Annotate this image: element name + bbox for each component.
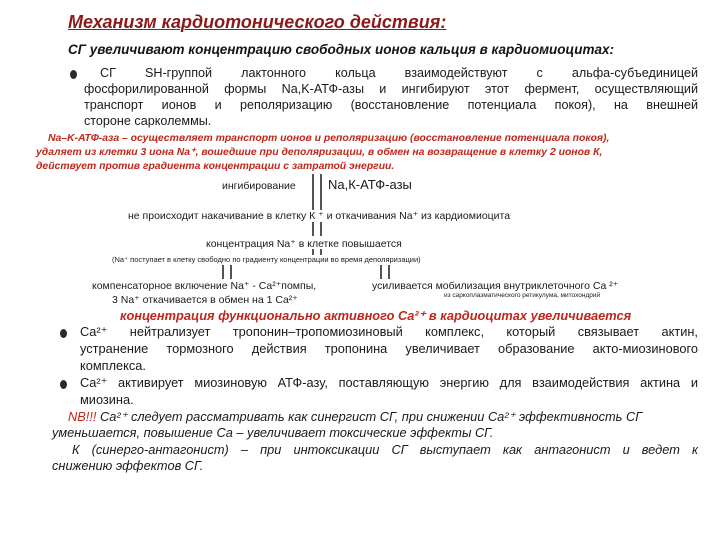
flow-step2: не происходит накачивание в клетку К ⁺ и откачивания Na⁺ из кардиомиоцита xyxy=(128,210,511,222)
nb-line-2: уменьшается, повышение Ca – увеличивает токсические эффекты СГ. xyxy=(52,425,494,440)
para1-line: стороне сарколеммы. xyxy=(84,114,212,128)
bullet-dot xyxy=(60,329,67,338)
flow-arrow xyxy=(222,265,232,279)
flow-arrow xyxy=(312,174,322,200)
para1-line: фосфорилированной формы Na,K-АТФ-азы и ингибируют этот фермент, осуществляющий xyxy=(84,82,698,96)
flow-left-branch: компенсаторное включение Na⁺ - Ca²⁺помпы, xyxy=(92,280,317,292)
nb-text: Ca²⁺ следует рассматривать как синергист СГ, при снижении Ca²⁺ эффективность СГ xyxy=(96,409,643,424)
red-para-line: Na–K-АТФ-аза – осуществляет транспорт ионов и реполяризацию (восстановление потенциала покоя), xyxy=(48,133,610,144)
flow-left-branch: 3 Na⁺ откачивается в обмен на 1 Ca²⁺ xyxy=(112,294,298,306)
flow-inhibit-label: ингибирование xyxy=(222,180,296,192)
red-para-line: удаляет из клетки 3 иона Na⁺, вошедшие при деполяризации, в обмен на возвращение в клетку 2 ионов К, xyxy=(36,147,603,158)
para1-line: СГ SH-группой лактонного кольца взаимодействуют с альфа-субъединицей xyxy=(100,66,698,80)
para1-line: транспорт ионов и реполяризацию (восстановление потенциала покоя), на внешней xyxy=(84,98,698,112)
flow-step3: концентрация Na⁺ в клетке повышается xyxy=(206,238,402,250)
bullet2-line: Ca²⁺ нейтрализует тропонин–тропомиозиновый комплекс, который связывает актин, xyxy=(80,324,698,339)
bullet3-line: Ca²⁺ активирует миозиновую АТФ-азу, поставляющую энергию для взаимодействия актина и xyxy=(80,375,698,390)
k-note-line-2: снижению эффектов СГ. xyxy=(52,458,204,473)
k-note-line-1: К (синерго-антагонист) – при интоксикации СГ выступает как антагонист и ведет к xyxy=(72,442,698,457)
bullet2-line: комплекса. xyxy=(80,358,146,373)
red-para-line: действует против градиента концентрации с затратой энергии. xyxy=(36,161,395,172)
nb-prefix: NB!!! xyxy=(68,409,97,424)
flow-arrow xyxy=(380,265,390,279)
page-title: Механизм кардиотонического действия: xyxy=(68,12,447,32)
flow-step3-note: (Na⁺ поступает в клетку свободно по градиенту концентрации во время деполяризации) xyxy=(112,255,421,264)
flow-arrow xyxy=(312,222,322,236)
page-subtitle: СГ увеличивают концентрацию свободных ионов кальция в кардиомиоцитах: xyxy=(68,42,615,57)
bullet-dot xyxy=(60,380,67,389)
flow-right-branch: усиливается мобилизация внутриклеточного Ca ²⁺ xyxy=(372,280,619,292)
bullet3-line: миозина. xyxy=(80,392,134,407)
flow-arrow xyxy=(312,198,322,210)
ca-subhead: концентрация функционально активного Ca²⁺ в кардиоцитах увеличивается xyxy=(120,308,632,323)
flow-enzyme: Na,К-АТФ-азы xyxy=(328,177,412,192)
bullet-dot xyxy=(70,70,77,79)
bullet2-line: устранение тормозного действия тропонина увеличивает образование акто-миозинового xyxy=(80,341,698,356)
flow-right-note: из саркоплазматического ретикулума, митохондрий xyxy=(444,292,601,299)
nb-line-1 xyxy=(68,409,642,425)
